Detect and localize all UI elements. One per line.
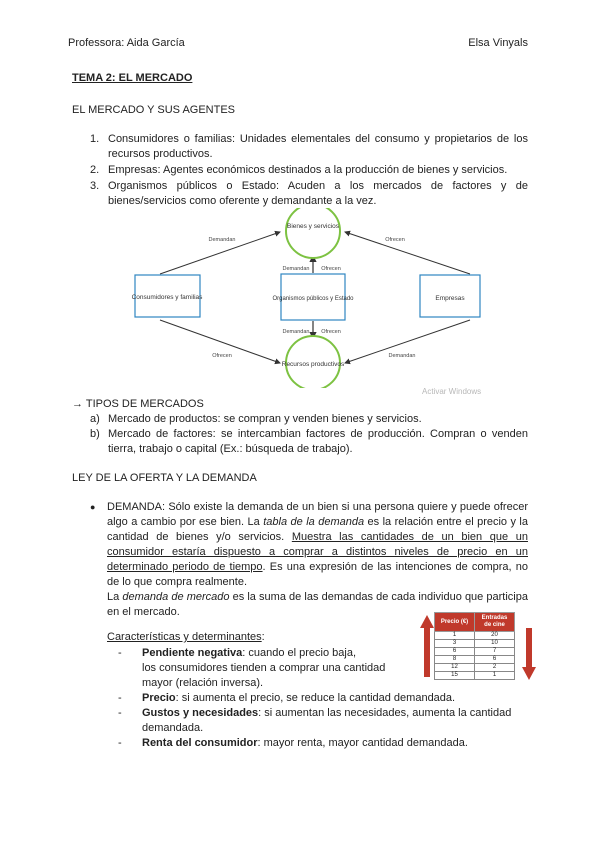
recursos-label: Recursos productivos — [281, 361, 345, 368]
table-row: 6 7 — [435, 648, 515, 656]
section-heading-tipos: → TIPOS DE MERCADOS — [72, 398, 204, 410]
list-item: - Renta del consumidor: mayor renta, mayor cantidad demandada. — [118, 737, 468, 749]
header-right: Elsa Vinyals — [468, 37, 528, 49]
label-ofrecen-mid-bottom: Ofrecen — [321, 329, 341, 335]
table-header: Entradas de cine — [475, 613, 515, 632]
list-item: - Pendiente negativa: cuando el precio baja, los consumidores tienden a comprar una cantidad mayor (relación inversa). — [118, 647, 386, 689]
bullet: ● — [90, 502, 96, 512]
list-item: 1. Consumidores o familias: Unidades elementales del consumo y propietarios de los recursos productivos. — [90, 133, 528, 160]
demanda-mercado-paragraph: La demanda de mercado es la suma de las demandas de cada individuo que participa en el mercado. — [107, 591, 528, 618]
arrow-up-icon — [420, 615, 434, 677]
market-types-list — [90, 412, 528, 457]
watermark: Activar Windows — [422, 387, 482, 396]
bienes-circle — [286, 208, 340, 258]
list-item: 3. Organismos públicos o Estado: Acuden a los mercados de factores y de bienes/servicios como oferente y demandante a la vez. — [90, 180, 528, 207]
table-row: 1 20 — [435, 632, 515, 640]
table-row: 15 1 — [435, 672, 515, 680]
label-demandan-mid-top: Demandan — [282, 266, 310, 272]
table-header: Precio (€) — [435, 613, 475, 632]
label-demandan-mid-bottom: Demandan — [282, 329, 310, 335]
arrow-down-icon — [522, 628, 536, 680]
label-ofrecen-bottom: Ofrecen — [212, 353, 232, 359]
page-title: TEMA 2: EL MERCADO — [72, 72, 193, 84]
list-item: - Gustos y necesidades: si aumentan las necesidades, aumenta la cantidad demandada. — [118, 707, 512, 734]
consumidores-label: Consumidores y familias — [131, 294, 203, 301]
list-item: b) Mercado de factores: se intercambian factores de producción. Compran o venden tierra, trabajo o capital (Ex.: búsqueda de trabajo). — [90, 428, 528, 455]
caracteristicas-heading: Características y determinantes: — [107, 631, 265, 643]
label-demandan-top: Demandan — [208, 237, 236, 243]
arrow-empresas-bienes — [345, 232, 470, 274]
demand-table — [434, 612, 515, 680]
list-item: - Precio: si aumenta el precio, se reduce la cantidad demandada. — [118, 692, 456, 704]
label-demandan-bottom: Demandan — [388, 353, 416, 359]
label-ofrecen-mid-top: Ofrecen — [321, 266, 341, 272]
label-ofrecen-top: Ofrecen — [385, 237, 405, 243]
bienes-label: Bienes y servicios — [286, 223, 340, 230]
section-heading-agentes: EL MERCADO Y SUS AGENTES — [72, 104, 236, 116]
demanda-block — [90, 500, 528, 620]
table-row: 3 10 — [435, 640, 515, 648]
header-left: Professora: Aida García — [68, 37, 185, 49]
table-row: 12 2 — [435, 664, 515, 672]
market-flow-diagram — [130, 208, 500, 388]
list-item: 2. Empresas: Agentes económicos destinados a la producción de bienes y servicios. — [90, 164, 508, 176]
demanda-paragraph: DEMANDA: Sólo existe la demanda de un bien si una persona quiere y puede ofrecer algo a cambio por ese bien. La tabla de la demanda es la relación entre el precio y la cantidad de bienes y/o servicios. Muestra las cantidades de un bien que un consumidor estaría dispuesto a comprar a distintos niveles de precio en un determinado periodo de tiempo. Es una expresión de las intenciones de compra, no de lo que compra realmente. — [107, 501, 528, 588]
table-row: 8 6 — [435, 656, 515, 664]
agents-list — [90, 132, 528, 210]
organismos-label: Organismos públicos y Estado — [272, 296, 354, 302]
list-item: a) Mercado de productos: se compran y venden bienes y servicios. — [90, 413, 422, 425]
empresas-label: Empresas — [435, 295, 465, 302]
section-heading-ley: LEY DE LA OFERTA Y LA DEMANDA — [72, 472, 257, 484]
